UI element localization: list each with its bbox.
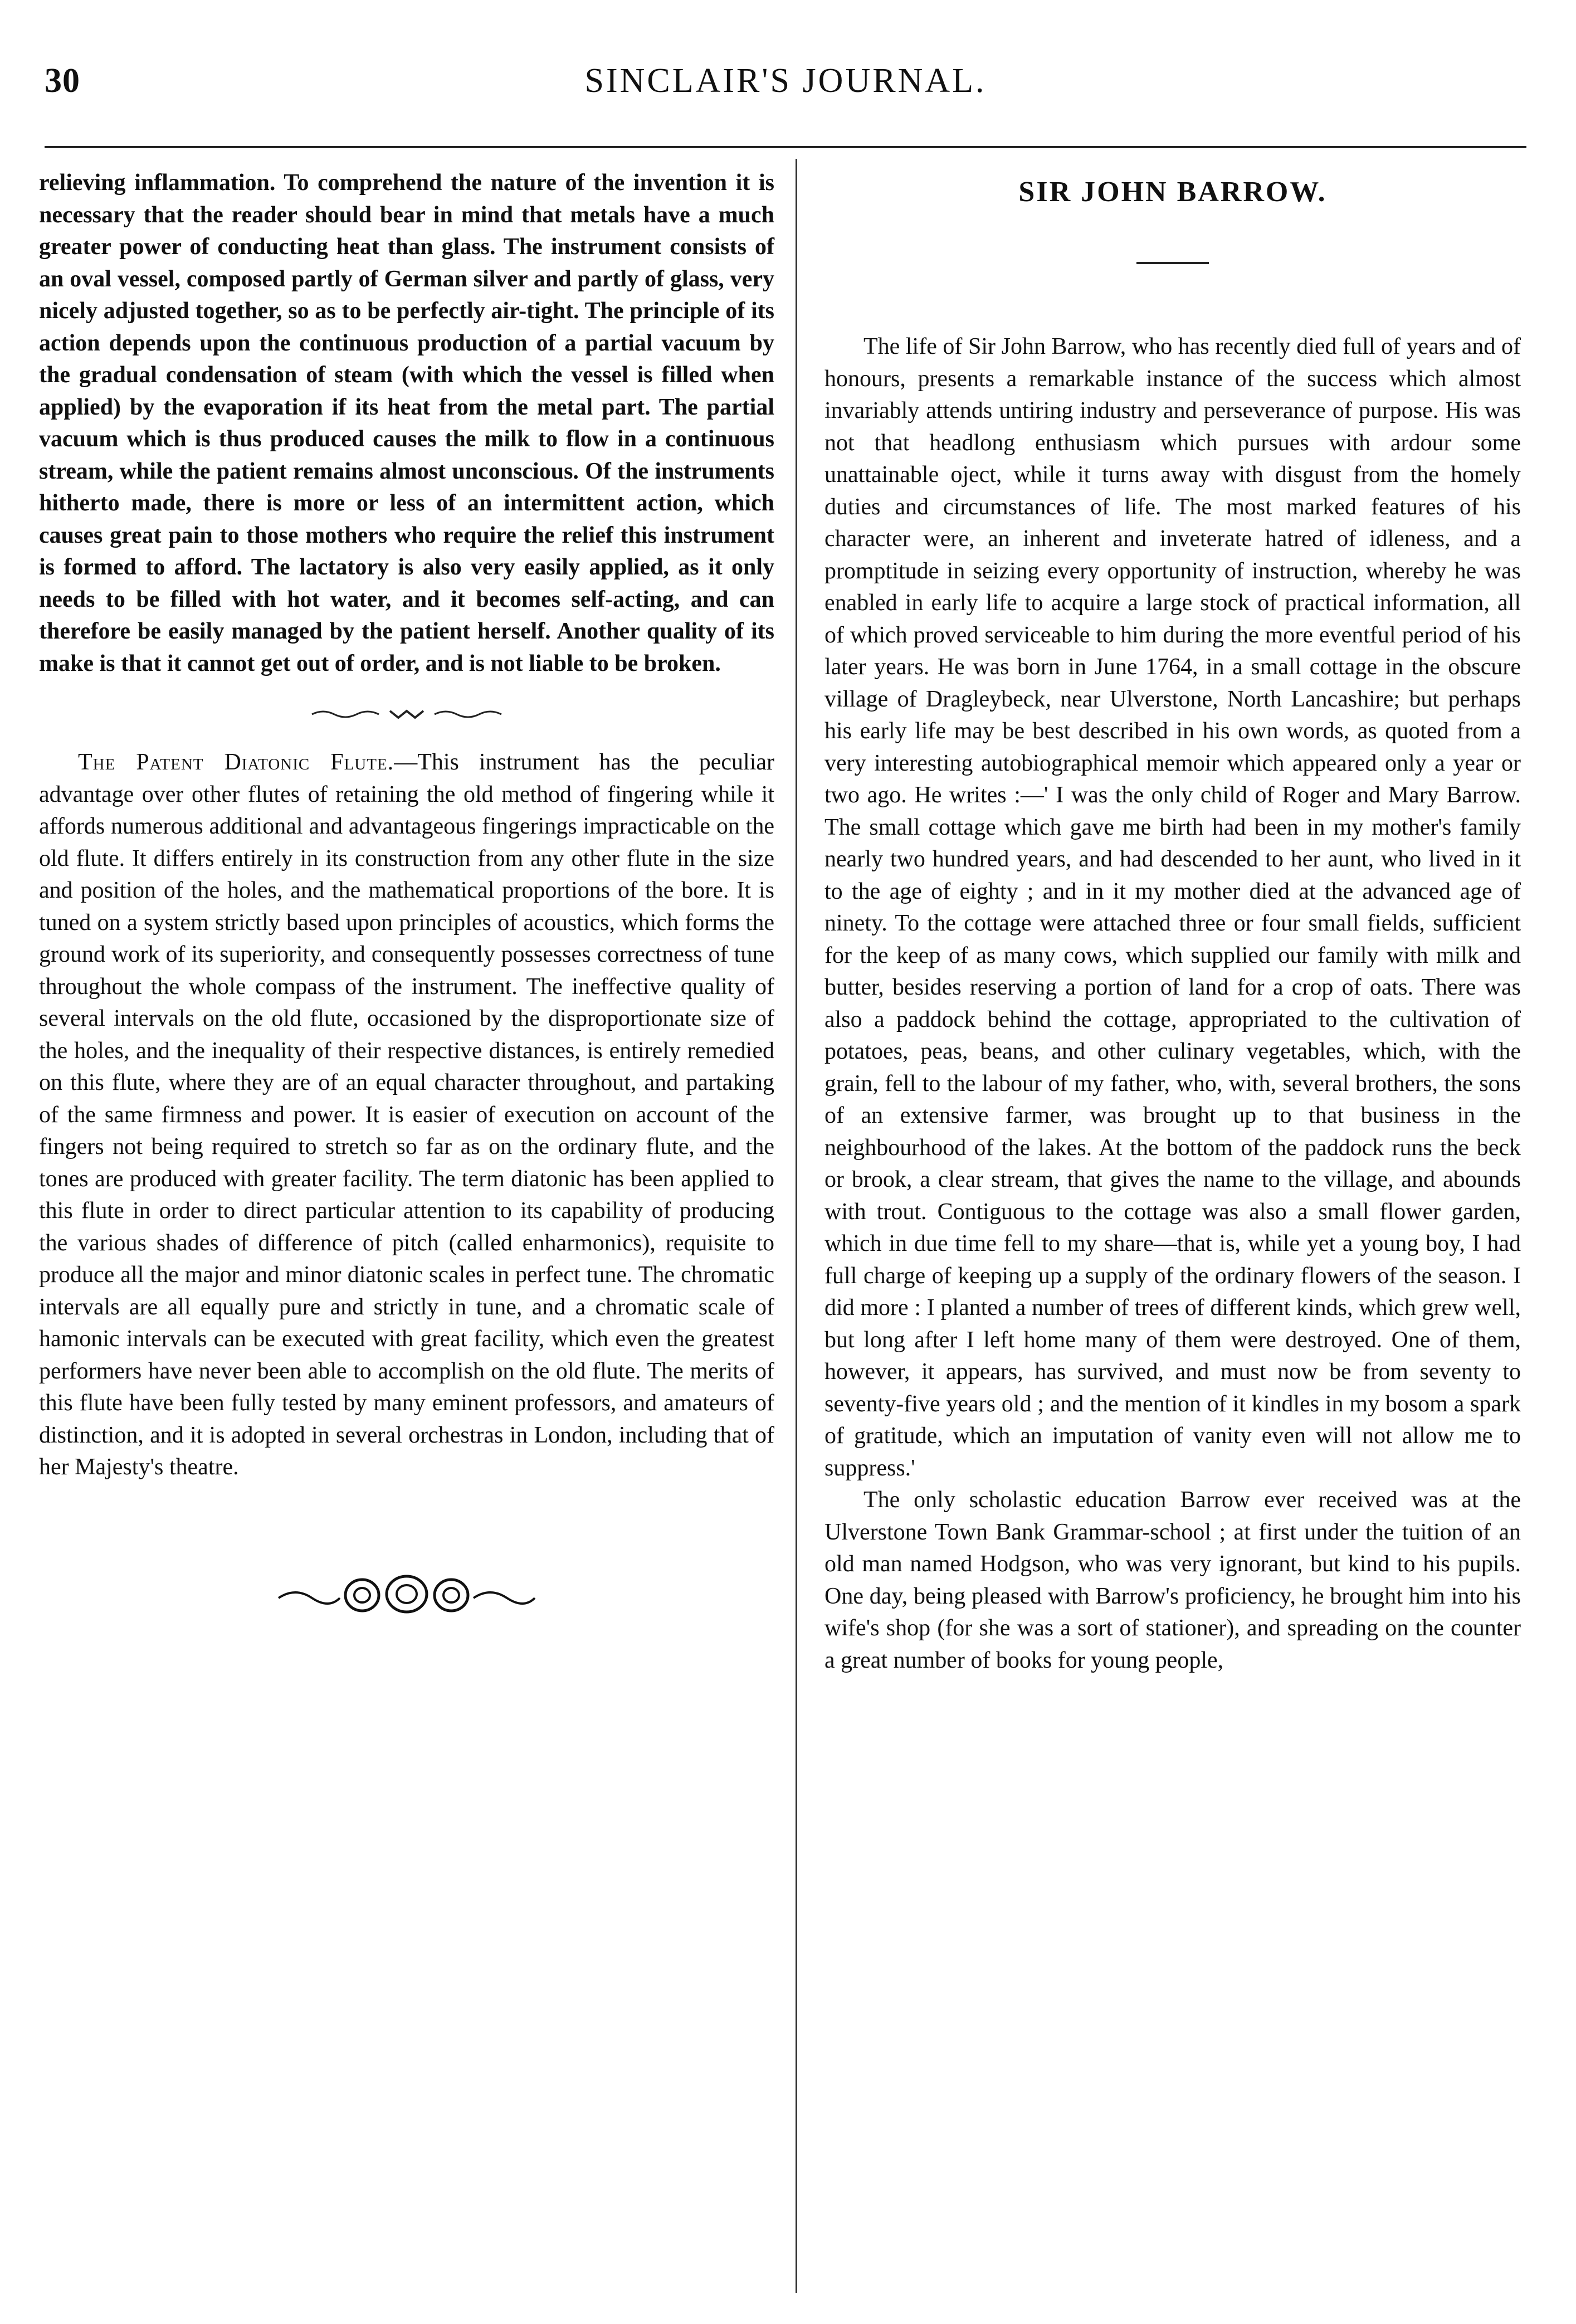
running-head: [45, 61, 1526, 111]
journal-title: SINCLAIR'S JOURNAL.: [584, 62, 987, 100]
title-rule: [1136, 262, 1209, 264]
barrow-paragraph-1: The life of Sir John Barrow, who has recently died full of years and of honours, presents a remarkable instance of the success which almost invariably attends untiring industry and perseverance of purpose. His was not that headlong enthusiasm which pursues with ardour some unattainable oject, while it turns away with disgust from the homely duties and circumstances of life. The most marked features of his character were, an inherent and inveterate hatred of idleness, and a promptitude in seizing every opportunity of instruction, whereby he was enabled in early life to acquire a large stock of practical information, all of which proved serviceable to him during the more eventful period of his later years. He was born in June 1764, in a small cottage in the obscure village of Dragleybeck, near Ulverstone, North Lancashire; but perhaps his early life may be best described in his own words, as quoted from a very interesting autobiographical memoir which appeared only a year or two ago. He writes :—' I was the only child of Roger and Mary Barrow. The small cottage which gave me birth had been in my mother's family nearly two hundred years, and had descended to her aunt, who lived in it to the age of eighty ; and in it my mother died at the advanced age of ninety. To the cottage were attached three or four small fields, sufficient for the keep of as many cows, which supplied our family with milk and butter, besides reserving a portion of land for a crop of oats. There was also a paddock behind the cottage, appropriated to the cultivation of potatoes, peas, beans, and other culinary vegetables, which, with the grain, fell to the labour of my father, who, with, several brothers, the sons of an extensive farmer, was brought up to that business in the neighbourhood of the lakes. At the bottom of the paddock runs the beck or brook, a clear stream, that gives the name to the village, and abounds with trout. Contiguous to the cottage was also a small flower garden, which in due time fell to my share—that is, while yet a young boy, I had full charge of keeping up a supply of the ordinary flowers of the season. I did more : I planted a number of trees of different kinds, which grew well, but long after I left home many of them were destroyed. One of them, however, it appears, has survived, and must now be from seventy to seventy-five years old ; and the mention of it kindles in my bosom a spark of gratitude, which an imputation of vanity even will not allow me to suppress.': [824, 334, 1521, 1481]
left-column: [39, 167, 774, 1617]
column-divider: [796, 159, 797, 2293]
barrow-paragraph-2: The only scholastic education Barrow ever received was at the Ulverstone Town Bank Grammar-school ; at first under the tuition of an old man named Hodgson, who was very ignorant, but kind to his pupils. One day, being pleased with Barrow's proficiency, he brought him into his wife's shop (for she was a sort of stationer), and spreading on the counter a great number of books for young people,: [824, 1487, 1521, 1673]
flute-paragraph: [39, 747, 774, 1484]
flute-body: —This instrument has the peculiar advantage over other flutes of retaining the old method of fingering while it affords numerous additional and advantageous fingerings impracticable on the old flute. It differs entirely in its construction from any other flute in the size and position of the holes, and the mathematical proportions of the bore. It is tuned on a system strictly based upon principles of acoustics, which forms the ground work of its superiority, and consequently possesses correctness of tune throughout the whole compass of the instrument. The ineffective quality of several intervals on the old flute, occasioned by the disproportionate size of the holes, and the inequality of their respective distances, is entirely remedied on this flute, where they are of an equal character throughout, and partaking of the same firmness and power. It is easier of execution on account of the fingers not being required to stretch so far as on the ordinary flute, and the tones are produced with greater facility. The term diatonic has been applied to this flute in order to direct particular attention to its capability of producing the various shades of difference of pitch (called enharmonics), requisite to produce all the major and minor diatonic scales in perfect tune. The chromatic intervals are all equally pure and strictly in tune, and a chromatic scale of hamonic intervals can be executed with great facility, which even the greatest performers have never been able to accomplish on the old flute. The merits of this flute have been fully tested by many eminent professors, and amateurs of distinction, and it is adopted in several orchestras in London, including that of her Majesty's theatre.: [39, 749, 774, 1480]
ornamental-divider-icon: [306, 702, 507, 724]
tailpiece-ornament-icon: [273, 1567, 540, 1617]
lactatory-paragraph: relieving inflammation. To comprehend the nature of the invention it is necessary that the reader should bear in mind that metals have a much greater power of conducting heat than glass. The instrument consists of an oval vessel, composed partly of German silver and partly of glass, very nicely adjusted together, so as to be perfectly air-tight. The principle of its action depends upon the continuous production of a partial vacuum by the gradual condensation of steam (with which the vessel is filled when applied) by the evaporation if its heat from the metal part. The partial vacuum which is thus produced causes the milk to flow in a continuous stream, while the patient remains almost unconscious. Of the instruments hitherto made, there is more or less of an intermittent action, which causes great pain to those mothers who require the relief this instrument is formed to afford. The lactatory is also very easily applied, as it only needs to be filled with hot water, and it becomes self-acting, and can therefore be easily managed by the patient herself. Another quality of its make is that it cannot get out of order, and is not liable to be broken.: [39, 170, 774, 676]
header-rule: [45, 146, 1526, 148]
right-column: [824, 167, 1521, 1677]
article-title: SIR JOHN BARROW.: [1018, 176, 1327, 208]
page-number: 30: [45, 62, 80, 100]
flute-heading: The Patent Diatonic Flute.: [78, 749, 394, 775]
